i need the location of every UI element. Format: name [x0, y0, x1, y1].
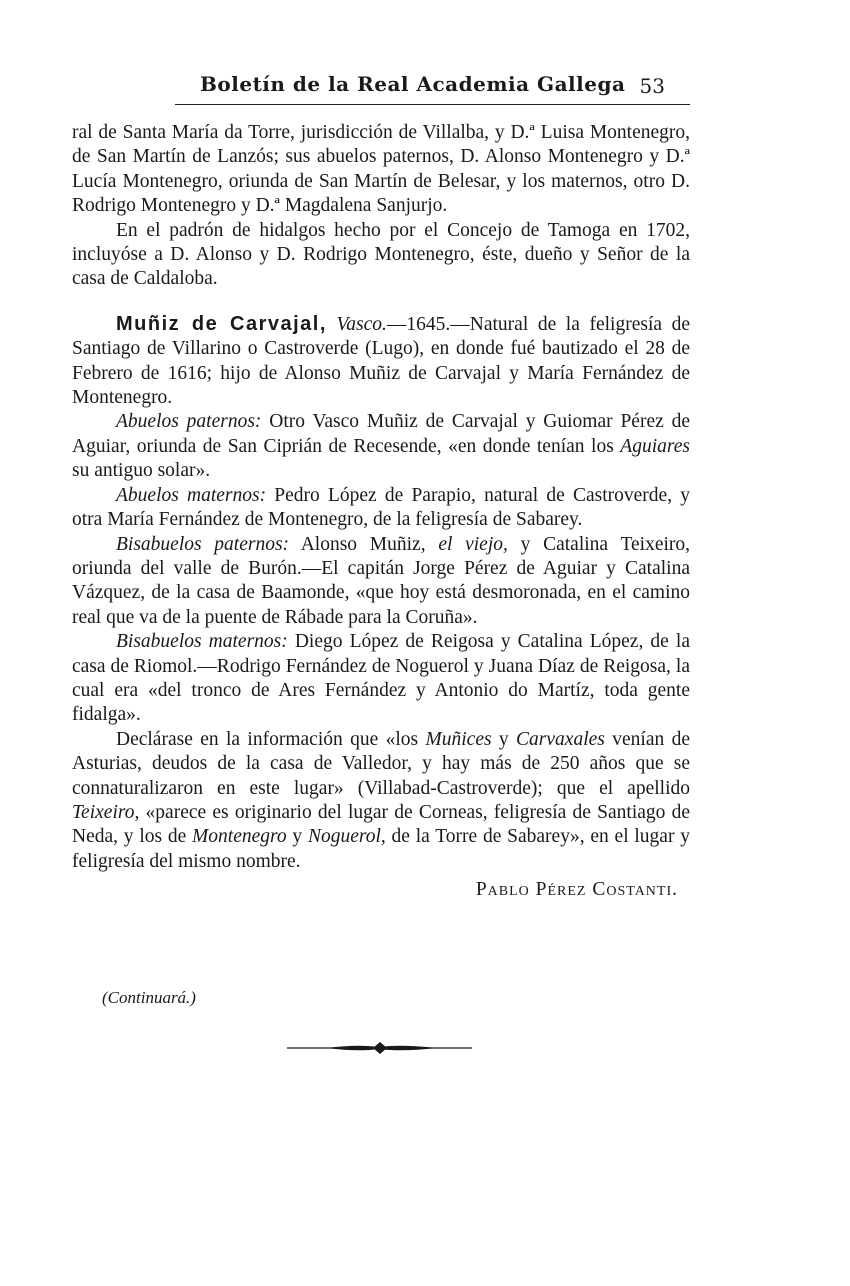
abuelos-paternos-text-end: su antiguo solar».: [72, 460, 211, 482]
continued-note: (Continuará.): [102, 988, 196, 1007]
declarase-paragraph: [72, 728, 690, 874]
paragraph-padron: En el padrón de hidalgos hecho por el Concejo de Tamoga en 1702, incluyóse a D. Alonso y D. Rodrigo Montenegro, éste, dueño y Señor de la casa de Caldaloba.: [72, 219, 690, 290]
entry-text: —1645.—Natural de la feligresía de Santiago de Villarino o Castroverde (Lugo), en donde fué bautizado el 28 de Febrero de 1616; hijo de Alonso Muñiz de Carvajal y María Fernández de Montenegro.: [72, 313, 691, 409]
entry-given-name: Vasco.: [336, 313, 387, 335]
bisabuelos-maternos: [72, 630, 690, 728]
montenegro-term: Montenegro: [192, 826, 287, 848]
line-ornament-icon: [287, 1040, 472, 1056]
page-number: 53: [639, 74, 665, 98]
bisabuelos-maternos-text: Diego López de Reigosa y Catalina López, de la casa de Riomol.—Rodrigo Fernández de Noguerol y Juana Díaz de Reigosa, la cual era «del tronco de Ares Fernández y Antonio do Martíz, toda gente fidalga».: [72, 631, 690, 726]
abuelos-paternos: [72, 410, 690, 483]
author-signature: Pablo Pérez Costanti.: [475, 879, 678, 901]
bisabuelos-paternos-text: Alonso Muñiz,: [289, 533, 439, 555]
header-rule: [175, 104, 690, 105]
aguiares-term: Aguiares: [620, 435, 690, 457]
bisabuelos-paternos-text-end: y Catalina Teixeiro, oriunda del valle de Burón.—El capitán Jorge Pérez de Aguiar y Catalina Vázquez, de la casa de Baamonde, «que hoy está desmoronada, en el camino real que va de la puente de Rábade para la Coruña».: [72, 533, 691, 628]
entry-surname: Muñiz de Carvajal,: [116, 312, 327, 335]
declarase-text-f: de la Torre de Sabarey», en el lugar y feligresía del mismo nombre.: [72, 826, 690, 872]
declarase-text-d: «parece es originario del lugar de Corneas, feligresía de Santiago de Neda, y los de: [72, 801, 690, 848]
bisabuelos-maternos-label: Bisabuelos maternos:: [116, 631, 288, 653]
munices-term: Muñices: [425, 728, 492, 750]
entry-paragraph: [72, 312, 690, 411]
running-header: [175, 70, 690, 100]
carvaxales-term: Carvaxales: [516, 728, 605, 750]
abuelos-paternos-text: Otro Vasco Muñiz de Carvajal y Guiomar Pérez de Aguiar, oriunda de San Ciprián de Recesende, «en donde tenían los: [72, 411, 690, 457]
bisabuelos-paternos: [72, 533, 690, 631]
el-viejo-term: el viejo,: [438, 533, 508, 555]
abuelos-maternos-label: Abuelos maternos:: [116, 484, 267, 506]
body-text: [72, 121, 690, 903]
declarase-text-a: Declárase en la información que «los: [116, 728, 426, 750]
paragraph-continued: ral de Santa María da Torre, jurisdicción de Villalba, y D.ª Luisa Montenegro, de San Martín de Lanzós; sus abuelos paternos, D. Alonso Montenegro y D.ª Lucía Montenegro, oriunda de San Martín de Belesar, y los maternos, otro D. Rodrigo Montenegro y D.ª Magdalena Sanjurjo.: [72, 122, 690, 217]
abuelos-paternos-label: Abuelos paternos:: [116, 411, 262, 433]
teixeiro-term: Teixeiro,: [72, 801, 140, 823]
noguerol-term: Noguerol,: [307, 826, 386, 848]
declarase-text-c: venían de Asturias, deudos de la casa de Valledor, y hay más de 250 años que se connaturalizaron en este lugar» (Villabad-Castroverde); que el apellido: [72, 728, 690, 799]
abuelos-maternos: [72, 484, 690, 533]
declarase-text-e: y: [286, 826, 308, 848]
abuelos-maternos-text: Pedro López de Parapio, natural de Castroverde, y otra María Fernández de Montenegro, de la feligresía de Sabarey.: [72, 484, 690, 531]
journal-title: Boletín de la Real Academia Gallega: [200, 72, 626, 96]
declarase-text-b: y: [491, 728, 517, 750]
bisabuelos-paternos-label: Bisabuelos paternos:: [116, 533, 290, 555]
